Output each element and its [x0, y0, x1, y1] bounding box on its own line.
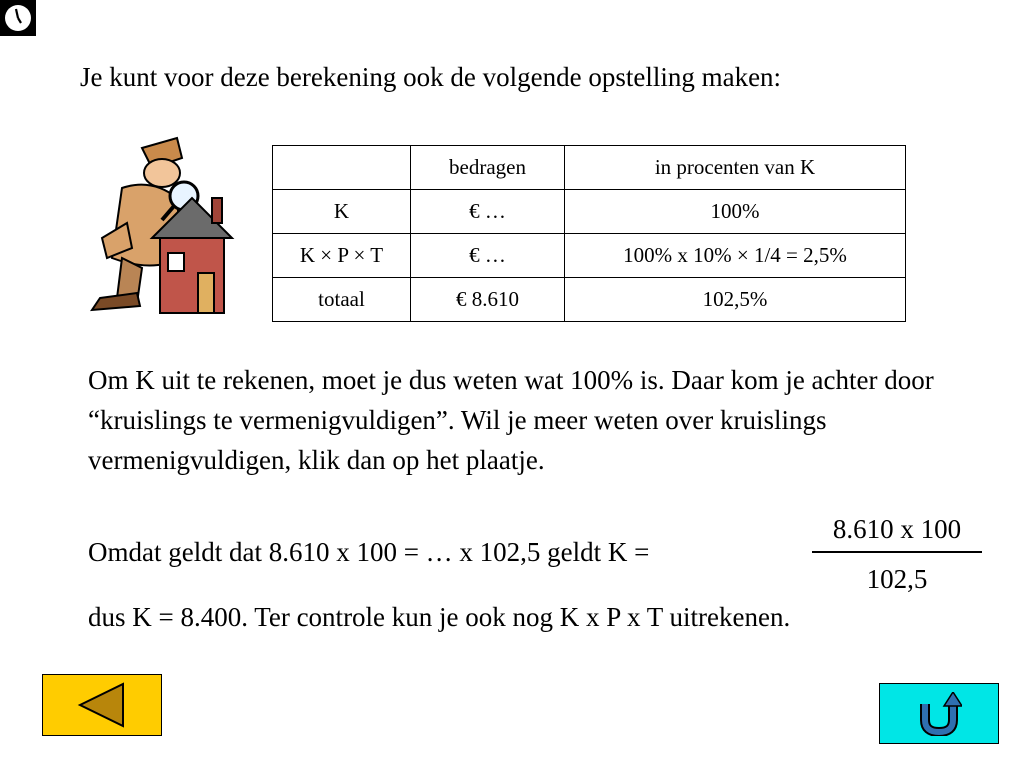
table-cell: 102,5% [565, 278, 906, 322]
fraction [812, 512, 982, 596]
explanation-paragraph: Om K uit te rekenen, moet je dus weten wat 100% is. Daar kom je achter door “kruislings te vermenigvuldigen”. Wil je meer weten over kruislings vermenigvuldigen, klik dan op het plaatje. [88, 365, 934, 475]
calculation-table [272, 145, 906, 322]
formula-text: Omdat geldt dat 8.610 x 100 = … x 102,5 geldt K = [88, 537, 650, 567]
fraction-bar [812, 551, 982, 553]
table-header-cell: in procenten van K [565, 146, 906, 190]
detective-house-image[interactable] [82, 128, 242, 318]
table-cell: totaal [273, 278, 411, 322]
clock-icon [0, 0, 36, 36]
fraction-numerator: 8.610 x 100 [832, 514, 962, 544]
u-turn-arrow-icon [916, 692, 962, 736]
conclusion-text: dus K = 8.400. Ter controle kun je ook nog K x P x T uitrekenen. [88, 602, 791, 632]
table-cell: € … [411, 190, 565, 234]
fraction-denominator: 102,5 [866, 563, 928, 594]
table-header-cell: bedragen [411, 146, 565, 190]
table-cell: K × P × T [273, 234, 411, 278]
table-cell: K [273, 190, 411, 234]
table-row [273, 234, 906, 278]
table-cell: € … [411, 234, 565, 278]
table-header-cell [273, 146, 411, 190]
table-cell: € 8.610 [411, 278, 565, 322]
return-button[interactable] [879, 683, 999, 744]
table-row [273, 190, 906, 234]
intro-text: Je kunt voor deze berekening ook de volgende opstelling maken: [80, 62, 782, 92]
table-header-row [273, 146, 906, 190]
table-cell: 100% [565, 190, 906, 234]
table-row [273, 278, 906, 322]
back-button[interactable] [42, 674, 162, 736]
triangle-left-icon [77, 681, 127, 729]
table-cell: 100% x 10% × 1/4 = 2,5% [565, 234, 906, 278]
